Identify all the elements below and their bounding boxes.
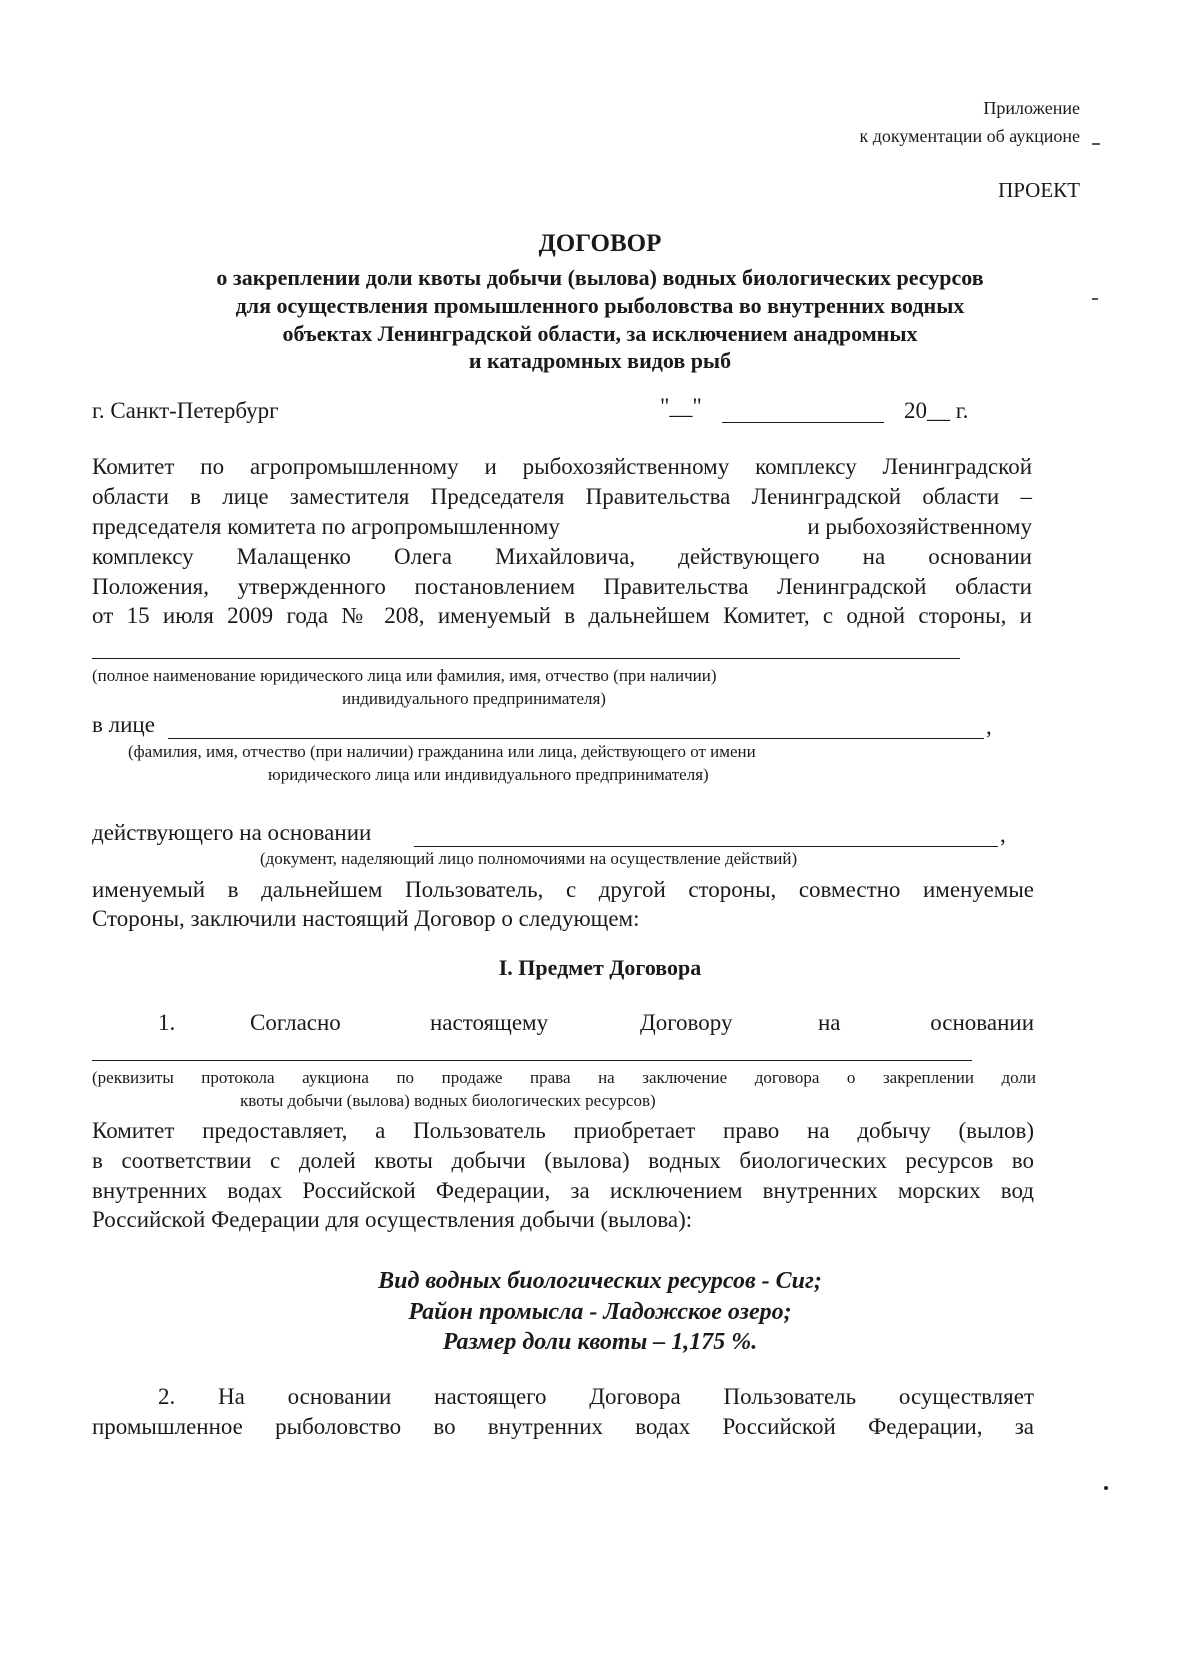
document-subtitle-line-4: и катадромных видов рыб <box>468 348 732 373</box>
date-day: "__" <box>660 394 702 419</box>
date-month-line <box>722 422 884 423</box>
in-person-label: в лице <box>92 712 155 737</box>
clause-1-word-2: Согласно <box>250 1010 341 1035</box>
scan-mark <box>1104 1486 1108 1490</box>
appendix-sublabel: к документации об аукционе <box>859 126 1080 146</box>
protocol-line <box>92 1060 972 1061</box>
species-line: Вид водных биологических ресурсов - Сиг; <box>378 1268 822 1294</box>
quota-share-line: Размер доли квоты – 1,175 %. <box>442 1329 758 1355</box>
in-person-comma: , <box>986 714 992 739</box>
document-subtitle-line-1: о закреплении доли квоты добычи (вылова) водных биологических ресурсов <box>216 265 984 290</box>
preamble-line-1: Комитет по агропромышленному и рыбохозяйственному комплексу Ленинградской <box>92 454 1032 479</box>
document-subtitle-line-2: для осуществления промышленного рыболовства во внутренних водных <box>235 293 965 318</box>
scan-mark <box>1092 298 1098 300</box>
clause-1-word-6: основании <box>930 1010 1034 1035</box>
fishing-area-line: Район промысла - Ладожское озеро; <box>408 1299 792 1325</box>
preamble-line-6: от 15 июля 2009 года № 208, именуемый в дальнейшем Комитет, с одной стороны, и <box>92 603 1032 628</box>
clause-1-number: 1. <box>158 1010 176 1035</box>
user-name-hint-2: индивидуального предпринимателя) <box>342 689 606 708</box>
acting-on-label: действующего на основании <box>92 820 372 845</box>
acting-on-line <box>414 846 998 847</box>
protocol-hint-2: квоты добычи (вылова) водных биологических ресурсов) <box>240 1091 656 1110</box>
clause-1-line-4: Российской Федерации для осуществления добычи (вылова): <box>92 1207 693 1232</box>
preamble-line-5: Положения, утвержденного постановлением Правительства Ленинградской области <box>92 574 1032 599</box>
draft-label: ПРОЕКТ <box>998 178 1080 202</box>
acting-on-hint: (документ, наделяющий лицо полномочиями на осуществление действий) <box>260 849 798 868</box>
preamble-line-3b: и рыбохозяйственному <box>807 514 1032 539</box>
clause-1-line-3: внутренних водах Российской Федерации, за исключением внутренних морских вод <box>92 1178 1034 1203</box>
parties-line-1: именуемый в дальнейшем Пользователь, с другой стороны, совместно именуемые <box>92 877 1034 902</box>
city-label: г. Санкт-Петербург <box>92 398 279 423</box>
clause-1-line-1: Комитет предоставляет, а Пользователь приобретает право на добычу (вылов) <box>92 1118 1034 1143</box>
appendix-label: Приложение <box>983 98 1080 118</box>
scan-mark <box>1092 143 1100 145</box>
in-person-hint-2: юридического лица или индивидуального предпринимателя) <box>268 765 709 784</box>
preamble-line-3a: председателя комитета по агропромышленному <box>92 514 560 539</box>
preamble-line-2: области в лице заместителя Председателя Правительства Ленинградской области – <box>92 484 1032 509</box>
date-year: 20__ г. <box>904 398 969 423</box>
protocol-hint-1: (реквизиты протокола аукциона по продаже права на заключение договора о закреплении доли <box>92 1068 1036 1087</box>
user-name-line <box>92 658 960 659</box>
preamble-line-4: комплексу Малащенко Олега Михайловича, действующего на основании <box>92 544 1032 569</box>
parties-line-2: Стороны, заключили настоящий Договор о следующем: <box>92 906 640 931</box>
document-title: ДОГОВОР <box>538 230 662 257</box>
clause-1-word-5: на <box>818 1010 841 1035</box>
document-subtitle-line-3: объектах Ленинградской области, за исключением анадромных <box>282 321 918 346</box>
clause-2-line-2: промышленное рыболовство во внутренних водах Российской Федерации, за <box>92 1414 1034 1439</box>
section-1-heading: I. Предмет Договора <box>498 955 702 980</box>
acting-on-comma: , <box>1000 822 1006 847</box>
clause-1-word-3: настоящему <box>430 1010 549 1035</box>
user-name-hint-1: (полное наименование юридического лица или фамилия, имя, отчество (при наличии) <box>92 666 717 685</box>
clause-1-word-4: Договору <box>640 1010 733 1035</box>
clause-1-line-2: в соответствии с долей квоты добычи (вылова) водных биологических ресурсов во <box>92 1148 1034 1173</box>
clause-2-line-1: 2. На основании настоящего Договора Пользователь осуществляет <box>158 1384 1034 1409</box>
in-person-line <box>168 738 984 739</box>
in-person-hint-1: (фамилия, имя, отчество (при наличии) гражданина или лица, действующего от имени <box>128 742 756 761</box>
